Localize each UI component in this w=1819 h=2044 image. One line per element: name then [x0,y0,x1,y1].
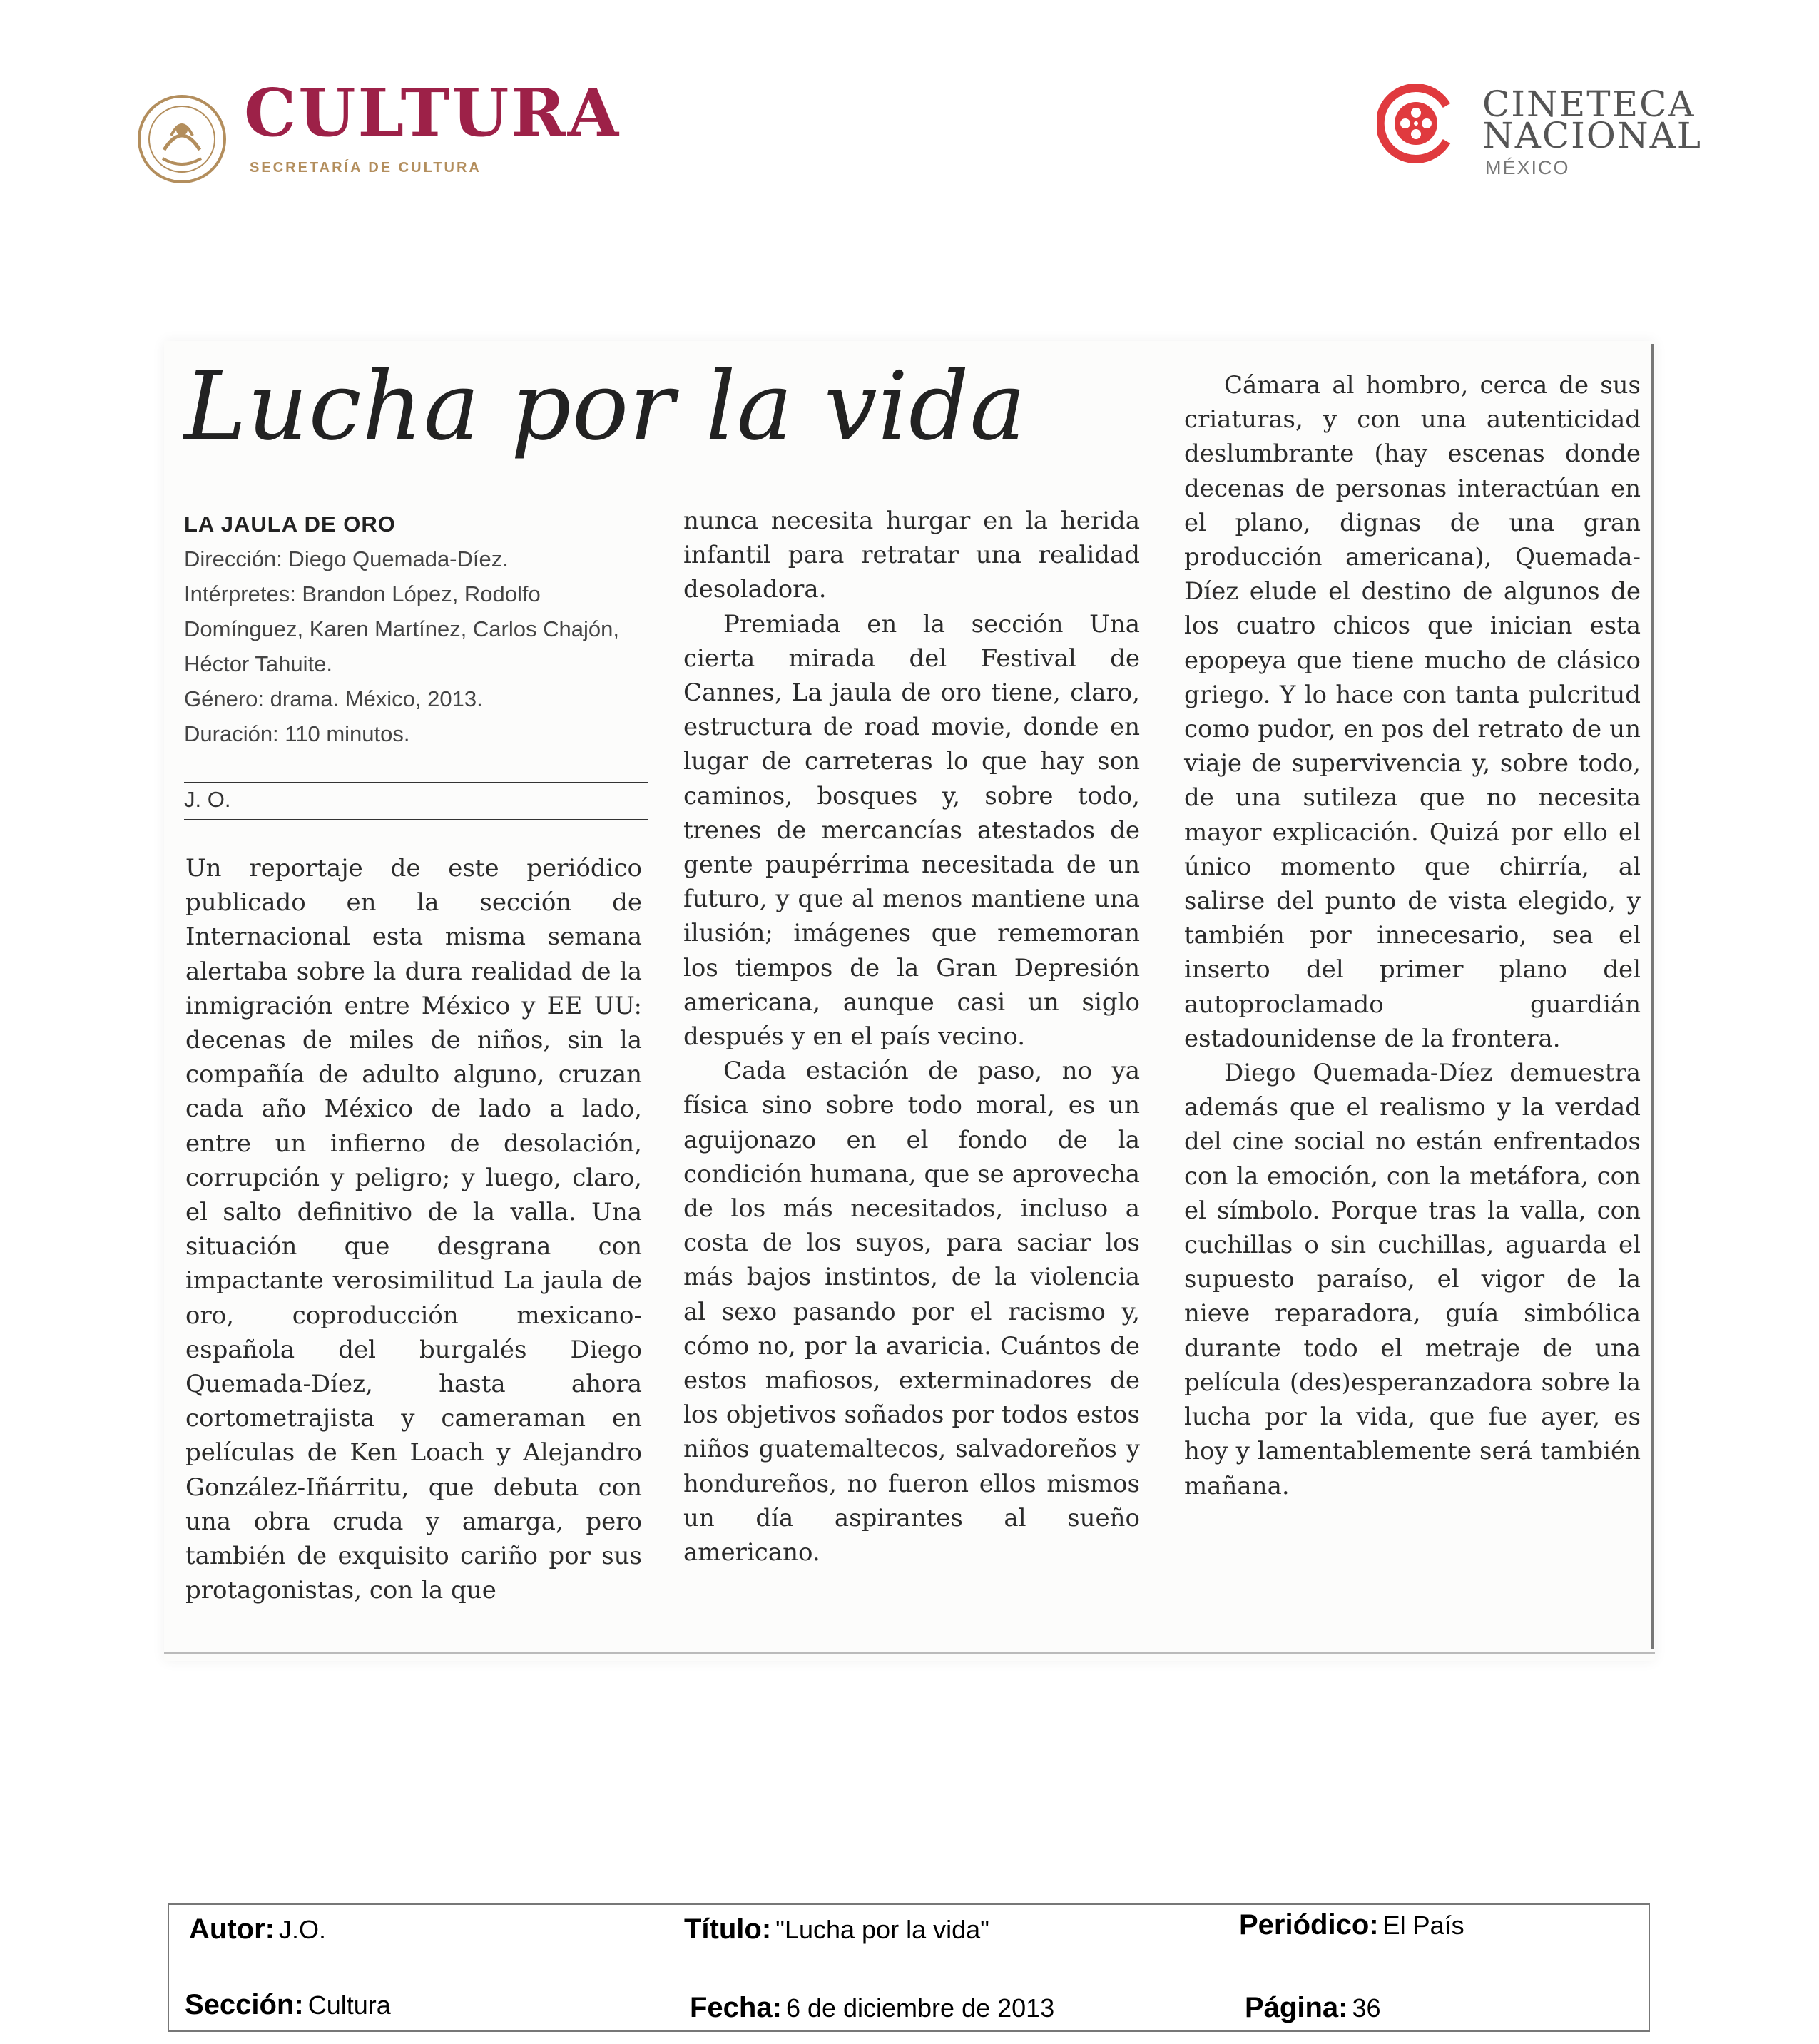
field-value: "Lucha por la vida" [775,1915,989,1944]
cineteca-logo [1377,83,1702,184]
article-paragraph: Cámara al hombro, cerca de sus criaturas, y con una autenticidad deslumbrante (hay escenas donde decenas de personas interactúan en el plano, dignas de una gran producción americana), Quemada-Díez elude el destino de algunos de los cuatro chicos que inician esta epopeya que tiene mucho de clásico griego. Y lo hace con tanta pulcritud como pudor, en pos del retrato de un viaje de supervivencia y, sobre todo, de una sutileza que no necesita mayor explicación. Quizá por ello el único momento que chirría, al salirse del punto de vista elegido, y también por innecesario, sea el inserto del primer plano del autoproclamado guardián estadounidense de la frontera. [1184,371,1641,1053]
article-paragraph: Un reportaje de este periódico publicado en la sección de Internacional esta misma semana alertaba sobre la dura realidad de la inmigración entre México y EE UU: decenas de miles de niños, sin la compañía de adulto alguno, cruzan cada año México de lado a lado, entre un infierno de desolación, corrupción y peligro; y luego, claro, el salto definitivo de la valla. Una situación que desgrana con impactante verosimilitud La jaula de oro, coproducción mexicano-española del burgalés Diego Quemada-Díez, hasta ahora cortometrajista y cameraman en películas de Ken Loach y Alejandro González-Iñárritu, que debuta con una obra cruda y amarga, pero también de exquisito cariño por sus protagonistas, con la que [185,854,642,1605]
divider [184,782,648,783]
cultura-subtitle: SECRETARÍA DE CULTURA [250,160,482,176]
article-paragraph: nunca necesita hurgar en la herida infantil para retratar una realidad desoladora. [683,507,1140,604]
film-title: LA JAULA DE ORO [184,512,396,537]
film-cast: Intérpretes: Brandon López, Rodolfo Domínguez, Karen Martínez, Carlos Chajón, Héctor Tahuite. [184,581,619,676]
field-label: Sección: [185,1989,304,2020]
mexico-seal-icon [136,93,228,185]
field-value: J.O. [278,1915,326,1944]
article-column-3 [1184,368,1641,1503]
film-direction: Dirección: Diego Quemada-Díez. [184,546,509,571]
field-value: 6 de diciembre de 2013 [785,1993,1055,2023]
cultura-wordmark: CULTURA [244,74,621,151]
field-fecha [690,1992,1054,2024]
cineteca-line-1: CINETECA [1482,83,1696,125]
clipping-edge-bottom [164,1652,1655,1654]
article-column-1 [185,851,642,1607]
field-pagina [1245,1992,1381,2024]
field-value: El País [1382,1911,1464,1940]
newspaper-clipping [164,341,1655,1661]
field-label: Título: [684,1913,772,1945]
film-genre: Género: drama. México, 2013. [184,686,483,711]
field-label: Autor: [189,1913,275,1945]
field-label: Fecha: [690,1992,782,2023]
article-paragraph: Cada estación de paso, no ya física sino sobre todo moral, es un aguijonazo en el fondo de la condición humana, que se aprovecha de los más necesitados, incluso a costa de los suyos, para saciar los más bajos instintos, de la violencia al sexo pasando por el racismo y, cómo no, por la avaricia. Cuántos de estos mafiosos, exterminadores de los objetivos soñados por todos estos niños guatemaltecos, salvadoreños y hondureños, no fueron ellos mismos un día aspirantes al sueño americano. [683,1057,1140,1567]
article-column-2 [683,504,1140,1570]
article-paragraph: Diego Quemada-Díez demuestra además que el realismo y la verdad del cine social no están enfrentados con la emoción, con la metáfora, con el símbolo. Porque tras la valla, con cuchillas o sin cuchillas, aguarda el supuesto paraíso, el vigor de la nieve reparadora, guía simbólica durante todo el metraje de una película (des)esperanzadora sobre la lucha por la vida, que fue ayer, es hoy y lamentablemente será también mañana. [1184,1059,1641,1500]
article-headline: Lucha por la vida [184,352,1027,462]
cineteca-line-2: NACIONAL [1482,115,1702,156]
field-value: 36 [1352,1993,1381,2023]
clipping-info-box [168,1903,1650,2032]
field-autor [189,1913,326,1946]
divider [184,819,648,820]
cineteca-country: MÉXICO [1485,157,1570,178]
film-reel-icon [1377,84,1455,163]
field-titulo [684,1913,989,1946]
film-duration: Duración: 110 minutos. [184,721,410,746]
field-label: Periódico: [1239,1909,1379,1941]
cineteca-wordmark [1482,83,1702,156]
field-label: Página: [1245,1992,1348,2023]
cultura-logo [136,74,621,187]
field-seccion [185,1989,391,2021]
field-value: Cultura [307,1990,391,2020]
clipping-edge-right [1651,344,1654,1649]
article-paragraph: Premiada en la sección Una cierta mirada del Festival de Cannes, La jaula de oro tiene, claro, estructura de road movie, donde en lugar de carreteras lo que hay son caminos, bosques y, sobre todo, trenes de mercancías atestados de gente paupérrima necesitada de un futuro, y que al menos mantiene una ilusión; imágenes que rememoran los tiempos de la Gran Depresión americana, aunque casi un siglo después y en el país vecino. [683,609,1140,1052]
article-byline: J. O. [184,787,231,812]
field-periodico [1239,1909,1464,1941]
film-info-box [184,507,655,751]
